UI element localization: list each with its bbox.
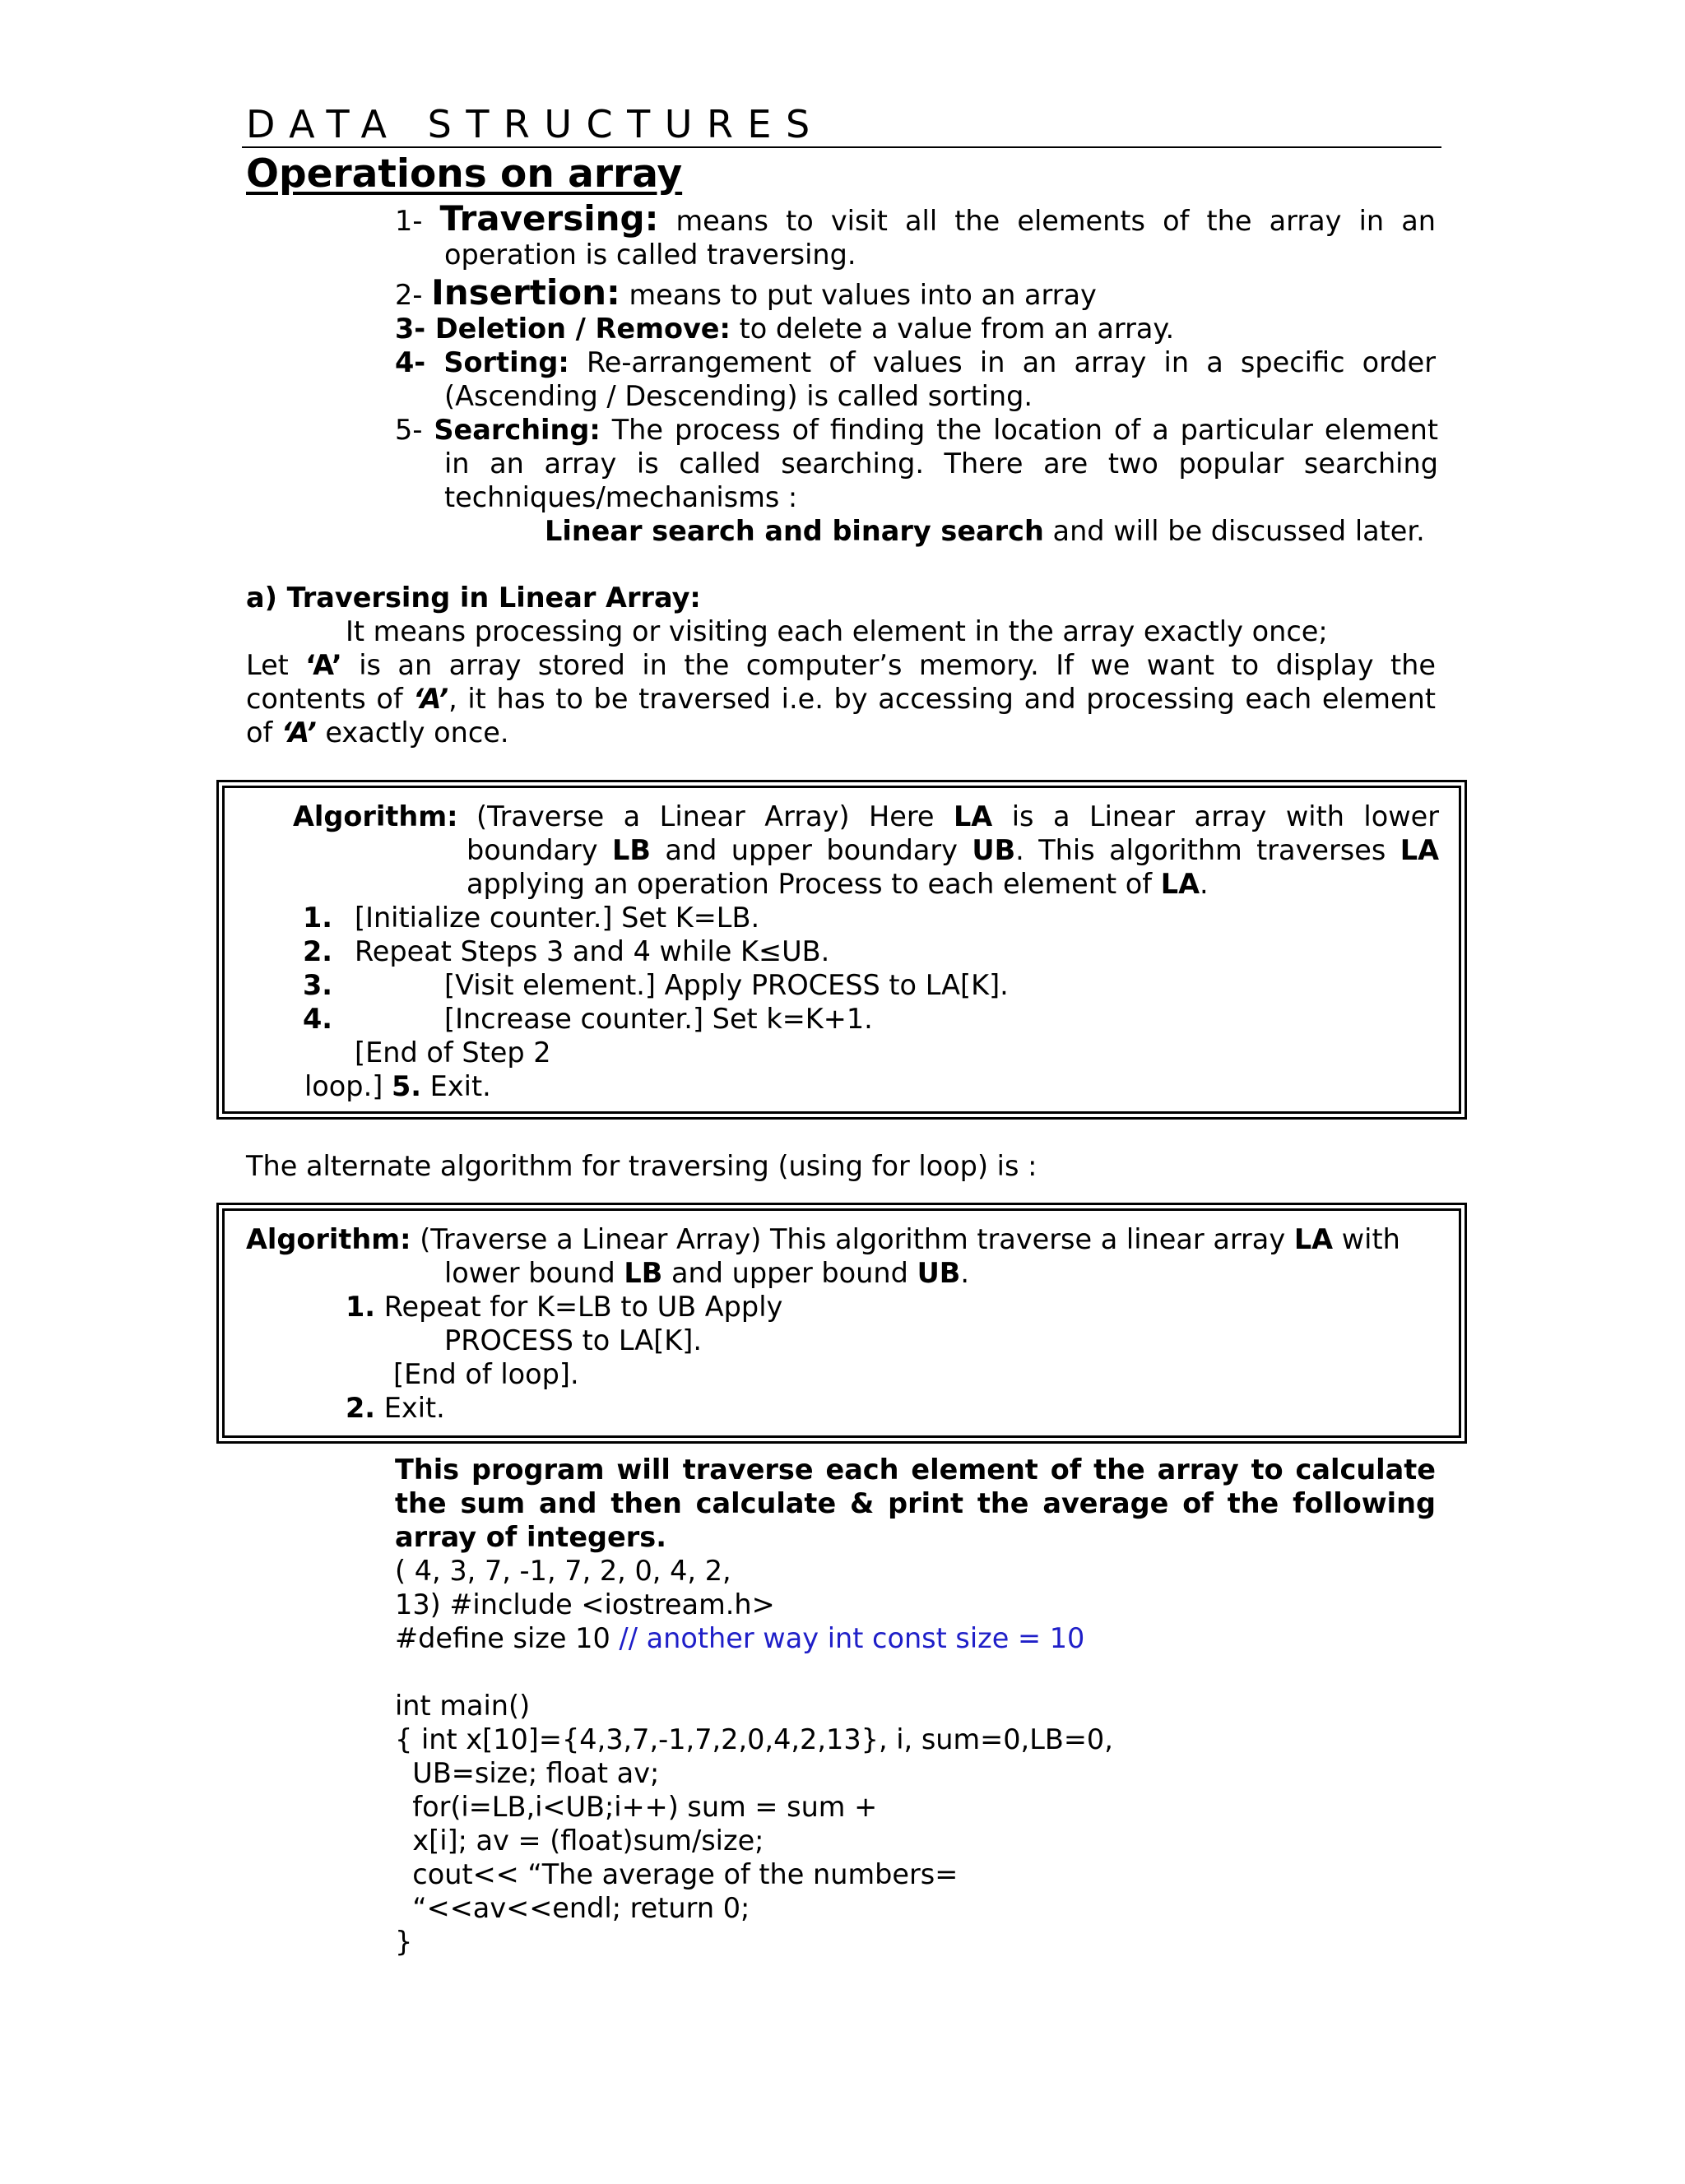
search-techniques: Linear search and binary search (545, 515, 1044, 547)
item-text-continued: techniques/mechanisms : (444, 481, 798, 513)
item-number: 2- (395, 279, 423, 311)
list-item-searching (395, 414, 1438, 447)
item-text: Re-arrangement of values in an array in a specific order (586, 346, 1436, 378)
list-item-deletion (395, 313, 1174, 346)
item-text-continued: in an array is called searching. There are two popular searching (444, 447, 1438, 480)
algorithm-step: 2. (303, 935, 333, 967)
algorithm-line: boundary LB and upper boundary UB. This algorithm traverses LA (467, 834, 1440, 866)
step-text: [End of Step 2 (355, 1036, 551, 1069)
step-text: PROCESS to LA[K]. (444, 1324, 702, 1356)
document-header: DATA STRUCTURES (246, 102, 824, 146)
item-text: means to put values into an array (629, 279, 1097, 311)
code-line: { int x[10]={4,3,7,-1,7,2,0,4,2,13}, i, sum=0,LB=0, (395, 1723, 1113, 1755)
item-text: and will be discussed later. (1052, 515, 1425, 547)
item-term: Insertion: (431, 272, 620, 313)
code-line: #define size 10 // another way int const size = 10 (395, 1622, 1085, 1654)
item-term: Searching: (434, 414, 601, 446)
program-description-line: This program will traverse each element of the array to calculate (395, 1454, 1436, 1486)
algorithm-line: (Traverse a Linear Array) Here LA is a Linear array with lower (476, 800, 1439, 832)
algorithm-line: applying an operation Process to each element of LA. (467, 868, 1209, 900)
step-text: [End of loop]. (393, 1358, 579, 1390)
algorithm-step: loop.] 5. Exit. (304, 1070, 491, 1102)
section-paragraph-line: contents of ‘A’, it has to be traversed i.e. by accessing and processing each element (246, 683, 1436, 715)
item-text-continued: (Ascending / Descending) is called sorting. (444, 380, 1033, 412)
item-text-continued (545, 515, 1425, 549)
algorithm-label: Algorithm: (293, 800, 458, 832)
step-text: [Visit element.] Apply PROCESS to LA[K]. (444, 969, 1009, 1001)
item-text-continued: operation is called traversing. (444, 239, 856, 271)
item-term: 3- Deletion / Remove: (395, 313, 731, 345)
code-line: UB=size; float av; (395, 1757, 660, 1789)
section-text: It means processing or visiting each element in the array exactly once; (346, 615, 1328, 647)
item-number: 5- (395, 414, 423, 446)
item-text: to delete a value from an array. (739, 313, 1175, 345)
step-text: [Increase counter.] Set k=K+1. (444, 1003, 873, 1035)
code-comment: // another way int const size = 10 (619, 1622, 1085, 1654)
program-description-line: the sum and then calculate & print the average of the following (395, 1487, 1436, 1519)
item-number: 1- (395, 205, 423, 237)
code-line: x[i]; av = (float)sum/size; (395, 1825, 764, 1857)
step-text: [Initialize counter.] Set K=LB. (355, 902, 760, 934)
section-paragraph-line: of ‘A’ exactly once. (246, 716, 509, 749)
algorithm-line: lower bound LB and upper bound UB. (444, 1257, 969, 1289)
list-item-sorting (395, 346, 1436, 380)
step-text: Repeat Steps 3 and 4 while K≤UB. (355, 935, 830, 967)
code-line: 13) #include <iostream.h> (395, 1588, 775, 1621)
code-line: cout<< “The average of the numbers= (395, 1858, 959, 1890)
item-term: Traversing: (439, 198, 659, 239)
list-item-insertion (395, 271, 1097, 317)
item-text: The process of finding the location of a particular element (611, 414, 1439, 446)
algorithm-step: 1. (303, 902, 333, 934)
section-heading: a) Traversing in Linear Array: (246, 582, 701, 614)
item-text: means to visit all the elements of the array in an (675, 205, 1437, 237)
alternate-intro: The alternate algorithm for traversing (using for loop) is : (246, 1150, 1037, 1182)
algorithm-step: 4. (303, 1003, 333, 1035)
code-line: } (395, 1926, 413, 1958)
algorithm-step: 3. (303, 969, 333, 1001)
algorithm-line: Algorithm: (Traverse a Linear Array) This algorithm traverse a linear array LA with (246, 1223, 1400, 1255)
program-description-line: array of integers. (395, 1521, 666, 1553)
section-paragraph-line: Let ‘A’ is an array stored in the computer’s memory. If we want to display the (246, 649, 1436, 681)
code-line: “<<av<<endl; return 0; (395, 1892, 750, 1924)
item-term: 4- Sorting: (395, 346, 569, 378)
algorithm-step: 1. Repeat for K=LB to UB Apply (346, 1291, 783, 1323)
code-line: ( 4, 3, 7, -1, 7, 2, 0, 4, 2, (395, 1555, 731, 1587)
header-rule (242, 146, 1441, 148)
code-line: for(i=LB,i<UB;i++) sum = sum + (395, 1791, 878, 1823)
page-heading: Operations on array (246, 151, 683, 197)
code-line: int main() (395, 1690, 531, 1722)
algorithm-step: 2. Exit. (346, 1392, 445, 1424)
list-item-traversing (395, 197, 1436, 243)
